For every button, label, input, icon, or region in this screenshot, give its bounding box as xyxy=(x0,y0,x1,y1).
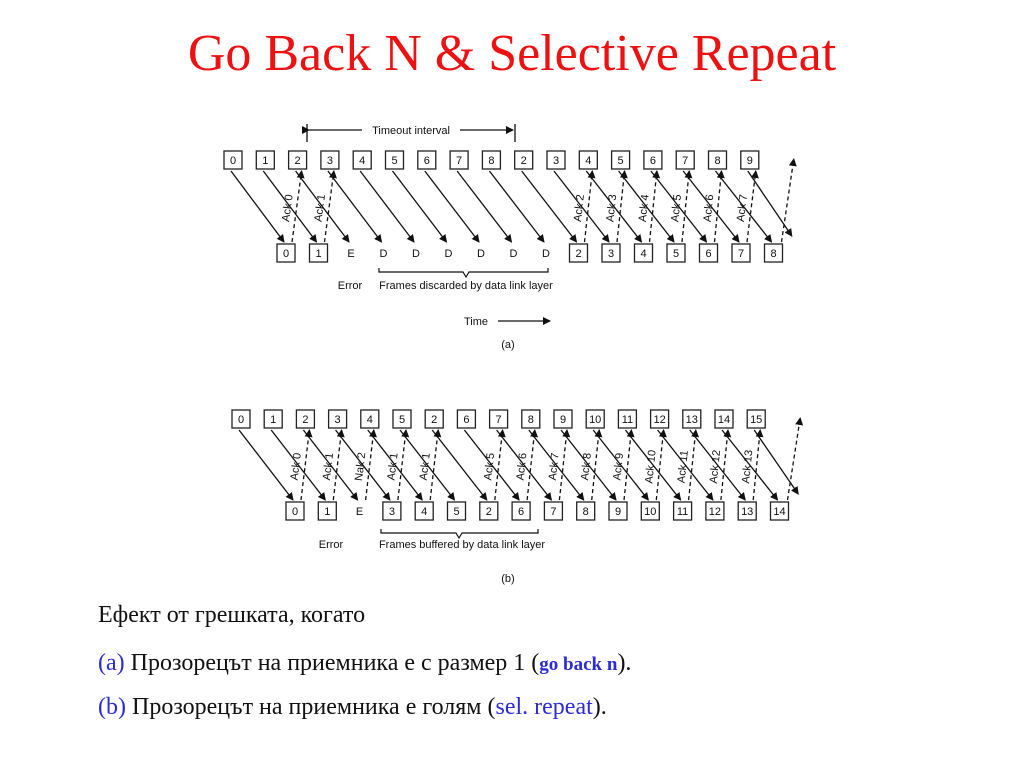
ack-label: Ack 0 xyxy=(280,193,296,223)
sender-frame-13 xyxy=(644,151,662,169)
sender-frame-label: 8 xyxy=(527,414,534,426)
sender-frame-3 xyxy=(321,151,339,169)
ack-label: Ack 7 xyxy=(546,452,562,482)
sender-frame-label: 2 xyxy=(520,155,527,167)
buffer-label: Frames buffered by data link layer xyxy=(378,539,546,551)
sender-frame-2 xyxy=(289,151,307,169)
sender-frame-label: 2 xyxy=(431,414,438,426)
data-arrow xyxy=(522,171,577,242)
receiver-frame-label: 0 xyxy=(291,506,299,518)
sender-frame-label: 14 xyxy=(717,414,731,426)
ack-label: Ack 1 xyxy=(385,452,401,482)
sender-frame-16 xyxy=(741,151,759,169)
discard-annotation xyxy=(338,268,553,351)
ack-arrow xyxy=(682,171,689,242)
receiver-frame-label: 6 xyxy=(518,506,525,518)
slide-title: Go Back N & Selective Repeat xyxy=(187,25,837,82)
sender-frame-label: 2 xyxy=(294,155,301,167)
sender-frame-14 xyxy=(676,151,694,169)
data-arrow xyxy=(457,171,511,242)
data-arrow xyxy=(432,430,487,500)
ack-arrow xyxy=(527,430,535,500)
sender-frame-11 xyxy=(586,410,604,428)
sender-frame-label: 4 xyxy=(359,155,366,167)
receiver-frame-label: D xyxy=(412,248,420,260)
receiver-frame-12 xyxy=(674,502,692,520)
sender-frame-10 xyxy=(547,151,565,169)
data-arrow xyxy=(239,430,293,500)
data-arrow xyxy=(754,430,798,494)
receiver-frame-label: 12 xyxy=(708,506,722,518)
receiver-frame-3 xyxy=(383,502,401,520)
sender-frame-label: 10 xyxy=(589,414,602,426)
ack-label: Ack 9 xyxy=(611,452,627,481)
ack-label: Ack 5 xyxy=(482,452,498,482)
sender-frame-label: 3 xyxy=(326,155,333,167)
receiver-frame-label: D xyxy=(542,248,550,260)
sub-label-a: (a) xyxy=(501,339,515,351)
ack-label: Ack 6 xyxy=(701,193,717,223)
ack-label: Ack 5 xyxy=(669,193,684,223)
diagram-b xyxy=(232,410,800,585)
sender-frame-label: 7 xyxy=(682,155,689,167)
receiver-frame-2 xyxy=(347,248,354,260)
ack-arrow xyxy=(559,430,567,500)
error-label-b: Error xyxy=(318,539,344,551)
ack-label: Ack 3 xyxy=(604,193,620,223)
sender-frames xyxy=(224,151,759,169)
data-arrow xyxy=(231,171,284,242)
receiver-frame-label: 7 xyxy=(737,248,745,260)
receiver-frame-14 xyxy=(738,502,756,520)
discard-label: Frames discarded by data link layer xyxy=(379,280,553,292)
caption-a-suffix: ). xyxy=(617,650,632,676)
sender-frame-14 xyxy=(683,410,701,428)
sender-frame-9 xyxy=(522,410,540,428)
sender-frame-12 xyxy=(618,410,636,428)
receiver-frame-label: E xyxy=(355,506,364,518)
ack-arrow xyxy=(624,430,631,500)
error-label-a: Error xyxy=(337,280,363,292)
receiver-frame-13 xyxy=(706,502,724,520)
ack-label: Ack 4 xyxy=(636,193,652,223)
receiver-frame-label: 3 xyxy=(388,506,395,518)
sender-frame-4 xyxy=(353,151,371,169)
sender-frame-12 xyxy=(612,151,630,169)
receiver-frame-11 xyxy=(635,244,653,262)
ack-label: Ack 7 xyxy=(734,193,751,223)
receiver-frame-label: 4 xyxy=(421,506,428,518)
receiver-frame-label: 10 xyxy=(644,506,657,518)
sender-frame-16 xyxy=(747,410,765,428)
ack-label: Ack 12 xyxy=(707,449,724,485)
receiver-frame-11 xyxy=(641,502,659,520)
ack-label: Ack 1 xyxy=(320,452,337,482)
receiver-frame-label: 9 xyxy=(614,506,622,518)
receiver-frame-8 xyxy=(544,502,562,520)
timeout-interval-bracket xyxy=(307,124,515,142)
receiver-frame-4 xyxy=(412,248,420,260)
receiver-frame-8 xyxy=(542,248,550,260)
receiver-frame-3 xyxy=(380,248,388,260)
receiver-frame-9 xyxy=(570,244,588,262)
receiver-frames xyxy=(277,244,783,262)
diagram-a xyxy=(224,124,794,351)
ack-label: Nak 2 xyxy=(353,451,369,482)
sender-frame-label: 7 xyxy=(495,414,502,426)
data-arrow xyxy=(328,171,382,242)
timeout-label: Timeout interval xyxy=(372,125,450,137)
receiver-frame-label: 1 xyxy=(315,248,322,260)
sender-frame-13 xyxy=(651,410,669,428)
receiver-frame-10 xyxy=(609,502,627,520)
receiver-frame-label: 2 xyxy=(485,506,492,518)
receiver-frames xyxy=(286,502,789,520)
ack-arrow xyxy=(715,171,722,242)
sender-frame-1 xyxy=(264,410,282,428)
ack-arrows xyxy=(280,171,756,242)
sender-frame-15 xyxy=(709,151,727,169)
sender-frame-15 xyxy=(715,410,733,428)
ack-label: Ack 11 xyxy=(675,449,691,484)
receiver-frame-14 xyxy=(732,244,750,262)
sub-label-b: (b) xyxy=(501,573,515,585)
sender-frame-5 xyxy=(386,151,404,169)
sender-frame-7 xyxy=(450,151,468,169)
receiver-frame-10 xyxy=(602,244,620,262)
sender-frame-label: 8 xyxy=(714,155,721,167)
sender-frame-label: 3 xyxy=(334,414,341,426)
sender-frame-label: 0 xyxy=(229,155,237,167)
sender-frame-label: 13 xyxy=(685,414,698,426)
sender-frame-label: 4 xyxy=(366,414,373,426)
buffer-annotation xyxy=(319,529,546,585)
sender-frame-label: 3 xyxy=(552,155,560,167)
receiver-frame-1 xyxy=(318,502,336,520)
receiver-frame-label: 5 xyxy=(672,248,680,260)
sender-frame-8 xyxy=(490,410,508,428)
ack-arrow xyxy=(721,430,728,500)
receiver-frame-15 xyxy=(771,502,789,520)
caption-line-1 xyxy=(98,600,365,630)
sender-frame-label: 9 xyxy=(746,155,753,167)
receiver-frame-6 xyxy=(480,502,498,520)
sender-frame-label: 2 xyxy=(302,414,309,426)
receiver-frame-12 xyxy=(667,244,685,262)
ack-arrow xyxy=(585,171,593,242)
sender-frame-label: 1 xyxy=(262,155,269,167)
caption-intro: Ефект от грешката, когато xyxy=(98,602,366,628)
receiver-frame-7 xyxy=(510,248,518,260)
sender-frame-label: 6 xyxy=(423,155,430,167)
ack-arrow xyxy=(689,430,696,500)
data-arrow xyxy=(489,171,544,242)
ack-arrow xyxy=(656,430,663,500)
receiver-frame-label: 0 xyxy=(282,248,290,260)
caption-a-marker: (a) xyxy=(98,650,125,676)
ack-label: Ack 0 xyxy=(288,452,304,482)
ack-label: Ack 1 xyxy=(312,193,328,223)
receiver-frame-label: 7 xyxy=(550,506,557,518)
ack-label: Ack 6 xyxy=(514,452,530,482)
ack-label: Ack 13 xyxy=(740,449,756,485)
caption-line-2 xyxy=(98,648,631,680)
sender-frame-3 xyxy=(329,410,347,428)
sender-frame-0 xyxy=(224,151,242,169)
ack-label: Ack 1 xyxy=(417,452,433,482)
receiver-frame-label: 13 xyxy=(741,506,754,518)
ack-label: Ack 10 xyxy=(643,449,659,485)
data-arrow xyxy=(393,171,447,242)
ack-label: Ack 8 xyxy=(579,452,594,481)
ack-arrow xyxy=(753,430,760,500)
sender-frame-11 xyxy=(579,151,597,169)
receiver-frame-13 xyxy=(700,244,718,262)
sender-frame-6 xyxy=(425,410,443,428)
sender-frame-label: 9 xyxy=(559,414,567,426)
time-label: Time xyxy=(463,316,489,328)
caption-a-text: Прозорецът на приемника е с размер 1 ( xyxy=(124,650,540,676)
sender-frame-10 xyxy=(554,410,572,428)
receiver-frame-label: 1 xyxy=(324,506,331,518)
sender-frame-label: 8 xyxy=(488,155,495,167)
receiver-frame-15 xyxy=(765,244,783,262)
data-arrow xyxy=(360,171,414,242)
receiver-frame-9 xyxy=(577,502,595,520)
data-arrow xyxy=(425,171,479,242)
sender-frame-8 xyxy=(482,151,500,169)
caption-b-text: Прозорецът на приемника е голям ( xyxy=(125,694,496,720)
caption-b-highlight: sel. repeat xyxy=(495,694,593,720)
sender-frame-label: 5 xyxy=(391,155,398,167)
ack-arrows xyxy=(289,430,761,500)
caption-line-3 xyxy=(98,692,607,722)
ack-arrow xyxy=(617,171,625,242)
caption-b-suffix: ). xyxy=(592,694,607,720)
sender-frame-label: 1 xyxy=(270,414,277,426)
data-arrow xyxy=(748,171,792,236)
receiver-frame-2 xyxy=(356,506,363,518)
ack-arrow xyxy=(592,430,600,500)
sender-frame-label: 7 xyxy=(456,155,463,167)
receiver-frame-1 xyxy=(310,244,328,262)
receiver-frame-label: 6 xyxy=(705,248,712,260)
receiver-frame-label: 11 xyxy=(676,506,689,518)
ack-arrow xyxy=(495,430,503,500)
sender-frame-6 xyxy=(418,151,436,169)
receiver-frame-label: D xyxy=(509,248,518,260)
receiver-frame-5 xyxy=(448,502,466,520)
receiver-frame-label: D xyxy=(444,248,453,260)
receiver-frame-label: 5 xyxy=(453,506,460,518)
receiver-frame-label: E xyxy=(347,248,355,260)
sender-frame-9 xyxy=(515,151,533,169)
sender-frame-1 xyxy=(256,151,274,169)
receiver-frame-label: 8 xyxy=(582,506,589,518)
sender-frame-label: 6 xyxy=(649,155,656,167)
receiver-frame-0 xyxy=(277,244,295,262)
receiver-frame-label: 2 xyxy=(575,248,582,260)
ack-label: Ack 2 xyxy=(571,193,587,223)
receiver-frame-5 xyxy=(445,248,453,260)
caption-b-marker: (b) xyxy=(98,694,126,720)
sender-frame-label: 11 xyxy=(621,414,634,426)
receiver-frame-4 xyxy=(415,502,433,520)
receiver-frame-label: D xyxy=(379,248,388,260)
sender-frames xyxy=(232,410,765,428)
receiver-frame-label: 8 xyxy=(770,248,777,260)
sender-frame-2 xyxy=(296,410,314,428)
sender-frame-label: 12 xyxy=(653,414,666,426)
caption-a-highlight: go back n xyxy=(539,654,618,675)
receiver-frame-0 xyxy=(286,502,304,520)
receiver-frame-label: D xyxy=(477,248,485,260)
sender-frame-label: 6 xyxy=(463,414,470,426)
sender-frame-label: 5 xyxy=(398,414,406,426)
receiver-frame-7 xyxy=(512,502,530,520)
receiver-frame-label: 4 xyxy=(640,248,647,260)
sender-frame-label: 4 xyxy=(585,155,592,167)
sender-frame-0 xyxy=(232,410,250,428)
sender-frame-4 xyxy=(361,410,379,428)
sender-frame-label: 15 xyxy=(750,414,763,426)
receiver-frame-label: 3 xyxy=(607,248,615,260)
ack-arrow xyxy=(650,171,657,242)
sender-frame-label: 0 xyxy=(237,414,245,426)
receiver-frame-label: 14 xyxy=(773,506,786,518)
receiver-frame-6 xyxy=(477,248,485,260)
sender-frame-5 xyxy=(393,410,411,428)
sender-frame-label: 5 xyxy=(617,155,624,167)
sender-frame-7 xyxy=(457,410,475,428)
